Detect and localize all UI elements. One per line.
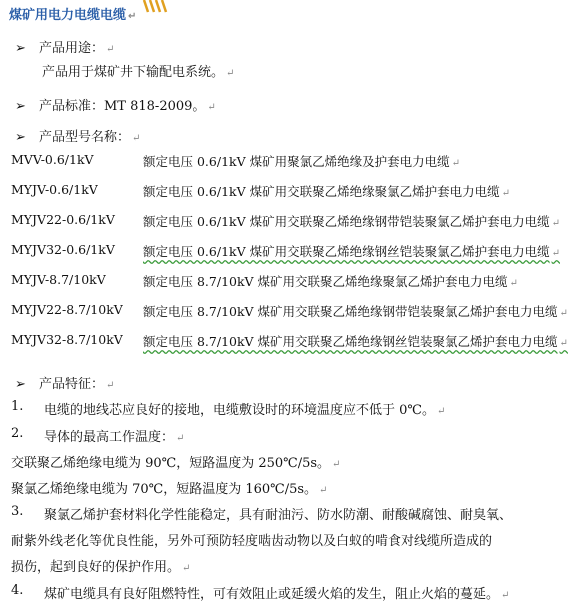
feature-text: 耐紫外线老化等优良性能，另外可预防轻度啮齿动物以及白蚁的啃食对线缆所造成的 (11, 534, 493, 549)
section-features-heading: ➢ 产品特征： ↵ (15, 377, 115, 392)
feature-text: 聚氯乙烯护套材料化学性能稳定，具有耐油污、防水防潮、耐酸碱腐蚀、耐臭氧、 (44, 508, 513, 523)
model-description: 额定电压 0.6/1kV 煤矿用交联聚乙烯绝缘钢丝铠装聚氯乙烯护套电力电缆 ↵ (143, 244, 560, 259)
arrow-bullet-icon: ➢ (15, 130, 26, 145)
feature-number: 2. (11, 426, 24, 441)
model-code: MYJV-8.7/10kV (11, 272, 106, 287)
model-code: MYJV-0.6/1kV (11, 182, 98, 197)
model-description: 额定电压 8.7/10kV 煤矿用交联聚乙烯绝缘钢丝铠装聚氯乙烯护套电力电缆 ↵ (143, 334, 568, 349)
stripe-logo-icon (140, 0, 180, 12)
model-code: MYJV22-8.7/10kV (11, 302, 123, 317)
feature-text: 电缆的地线芯应良好的接地，电缆敷设时的环境温度应不低于 0℃。 ↵ (44, 403, 446, 418)
feature-number: 4. (11, 583, 24, 598)
feature-number: 3. (11, 504, 24, 519)
model-code: MYJV32-8.7/10kV (11, 332, 123, 347)
arrow-bullet-icon: ➢ (15, 377, 26, 392)
arrow-bullet-icon: ➢ (15, 99, 26, 114)
model-description: 额定电压 8.7/10kV 煤矿用交联聚乙烯绝缘聚氯乙烯护套电力电缆 ↵ (143, 274, 518, 289)
model-code: MYJV32-0.6/1kV (11, 242, 115, 257)
usage-text: 产品用于煤矿井下输配电系统。 ↵ (42, 65, 235, 80)
feature-text: 交联聚乙烯绝缘电缆为 90℃，短路温度为 250℃/5s。 ↵ (11, 456, 341, 471)
paragraph-return-icon: ↵ (128, 11, 137, 22)
section-usage-heading: ➢ 产品用途： ↵ (15, 41, 115, 56)
model-description: 额定电压 0.6/1kV 煤矿用聚氯乙烯绝缘及护套电力电缆 ↵ (143, 154, 460, 169)
feature-number: 1. (11, 399, 24, 414)
arrow-bullet-icon: ➢ (15, 41, 26, 56)
section-models-heading: ➢ 产品型号名称： ↵ (15, 130, 141, 145)
feature-text: 煤矿电缆具有良好阻燃特性，可有效阻止或延缓火焰的发生，阻止火焰的蔓延。 ↵ (44, 587, 510, 602)
model-description: 额定电压 8.7/10kV 煤矿用交联聚乙烯绝缘钢带铠装聚氯乙烯护套电力电缆 ↵ (143, 304, 568, 319)
document-title: 煤矿用电力电缆电缆 ↵ (9, 8, 137, 23)
feature-text: 聚氯乙烯绝缘电缆为 70℃，短路温度为 160℃/5s。 ↵ (11, 482, 328, 497)
section-standard-heading: ➢ 产品标准：MT 818-2009。 ↵ (15, 99, 216, 114)
feature-text: 导体的最高工作温度： ↵ (44, 430, 185, 445)
model-code: MVV-0.6/1kV (11, 152, 94, 167)
model-code: MYJV22-0.6/1kV (11, 212, 115, 227)
feature-text: 损伤，起到良好的保护作用。 ↵ (11, 560, 191, 575)
model-description: 额定电压 0.6/1kV 煤矿用交联聚乙烯绝缘聚氯乙烯护套电力电缆 ↵ (143, 184, 510, 199)
model-description: 额定电压 0.6/1kV 煤矿用交联聚乙烯绝缘钢带铠装聚氯乙烯护套电力电缆 ↵ (143, 214, 560, 229)
